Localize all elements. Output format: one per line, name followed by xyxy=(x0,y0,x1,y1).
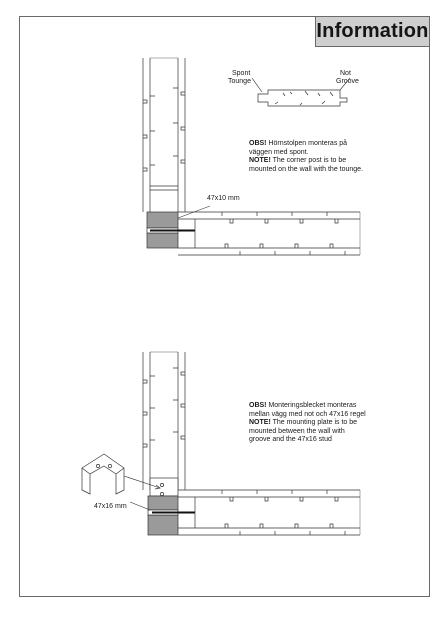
horizontal-wall-2 xyxy=(178,490,360,535)
obs-label-2: OBS! xyxy=(249,402,267,409)
note-text-1b: mounted on the wall with the tounge. xyxy=(249,165,364,173)
vertical-wall-1 xyxy=(143,58,185,212)
spont-label: Spont xyxy=(232,70,251,77)
vertical-wall-2 xyxy=(143,352,185,490)
note-label-2: NOTE! xyxy=(249,419,271,427)
mounting-bracket xyxy=(82,454,160,494)
note-text-2c: groove and the 47x16 stud xyxy=(249,436,332,444)
note-text-2a: The mounting plate is to be xyxy=(272,419,358,427)
obs-text-1a: Hörnstolpen monteras på xyxy=(268,140,348,147)
not-label: Not xyxy=(340,70,351,77)
note-text-1a: The corner post is to be xyxy=(272,157,347,165)
note-label-1: NOTE! xyxy=(249,157,271,165)
groove-label: Groove xyxy=(336,78,359,85)
horizontal-wall-1 xyxy=(178,212,360,255)
obs-text-1b: väggen med spont. xyxy=(249,148,309,156)
note-block-1 xyxy=(249,140,363,174)
obs-text-2b: mellan vägg med not och 47x16 regel xyxy=(249,410,366,418)
note-text-2b: mounted between the wall with xyxy=(249,427,345,435)
obs-text-2a: Monteringsblecket monteras xyxy=(268,402,357,409)
dimension-label-1: 47x10 mm xyxy=(207,195,240,202)
note-block-2 xyxy=(249,402,366,445)
page-title: Information xyxy=(316,20,429,42)
obs-label-1: OBS! xyxy=(249,140,267,147)
dimension-label-2: 47x16 mm xyxy=(94,503,127,510)
tounge-label: Tounge xyxy=(228,78,251,85)
